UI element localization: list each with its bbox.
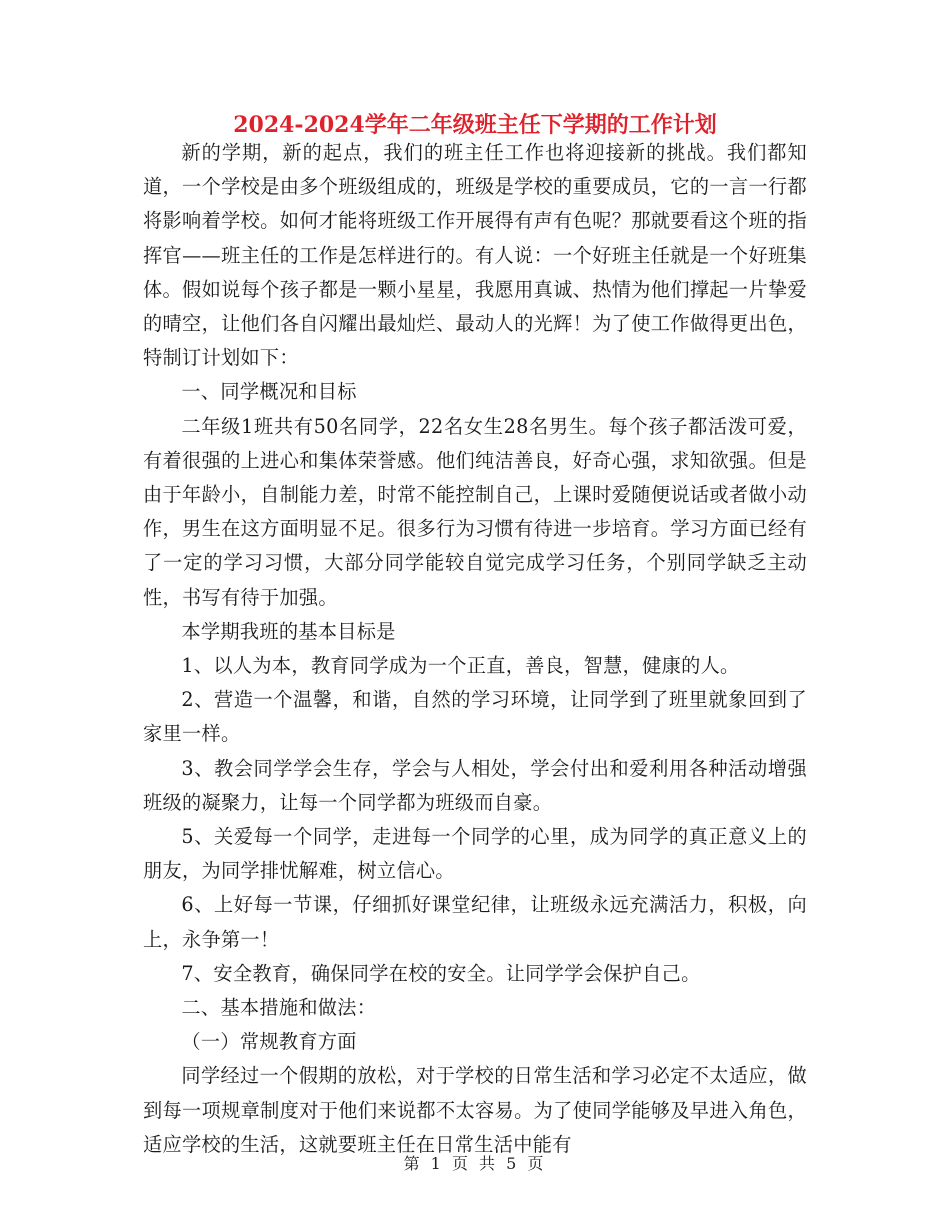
paragraph-routine: 同学经过一个假期的放松，对于学校的日常生活和学习必定不太适应，做到每一项规章制度对于他们来说都不太容易。为了使同学能够及早进入角色，适应学校的生活，这就要班主任在日常生活中能有 (143, 1064, 807, 1156)
paragraph-intro: 新的学期，新的起点，我们的班主任工作也将迎接新的挑战。我们都知道，一个学校是由多个班级组成的，班级是学校的重要成员，它的一言一行都将影响着学校。如何才能将班级工作开展得有声有色呢？那就要看这个班的指挥官——班主任的工作是怎样进行的。有人说：一个好班主任就是一个好班集体。假如说每个孩子都是一颗小星星，我愿用真诚、热情为他们撑起一片挚爱的晴空，让他们各自闪耀出最灿烂、最动人的光辉！为了使工作做得更出色，特制订计划如下： (143, 141, 807, 370)
document-title: 2024-2024学年二年级班主任下学期的工作计划 (233, 112, 717, 138)
goal-item-1: 1、以人为本，教育同学成为一个正直，善良，智慧，健康的人。 (181, 654, 740, 678)
subsection-heading-routine: （一）常规教育方面 (181, 1030, 357, 1054)
goal-item-2: 2、营造一个温馨，和谐，自然的学习环境，让同学到了班里就象回到了家里一样。 (143, 688, 807, 746)
section-heading-overview: 一、同学概况和目标 (181, 380, 357, 404)
goal-item-3: 3、教会同学学会生存，学会与人相处，学会付出和爱利用各种活动增强班级的凝聚力，让每一个同学都为班级而自豪。 (143, 756, 807, 814)
goal-item-6: 6、上好每一节课，仔细抓好课堂纪律，让班级永远充满活力，积极，向上，永争第一！ (143, 893, 807, 951)
page-number-footer: 第 1 页 共 5 页 (403, 1154, 547, 1173)
document-body (143, 136, 807, 1162)
goal-item-7: 7、安全教育，确保同学在校的安全。让同学学会保护自己。 (181, 961, 701, 985)
goal-item-5: 5、关爱每一个同学，走进每一个同学的心里，成为同学的真正意义上的朋友，为同学排忧解难，树立信心。 (143, 825, 807, 883)
section-heading-measures: 二、基本措施和做法： (181, 996, 377, 1020)
paragraph-class-overview: 二年级1班共有50名同学，22名女生28名男生。每个孩子都活泼可爱，有着很强的上进心和集体荣誉感。他们纯洁善良，好奇心强，求知欲强。但是由于年龄小，自制能力差，时常不能控制自己，上课时爱随便说话或者做小动作，男生在这方面明显不足。很多行为习惯有待进一步培育。学习方面已经有了一定的学习习惯，大部分同学能较自觉完成学习任务，个别同学缺乏主动性，书写有待于加强。 (143, 414, 807, 609)
paragraph-goals-intro: 本学期我班的基本目标是 (181, 619, 396, 643)
